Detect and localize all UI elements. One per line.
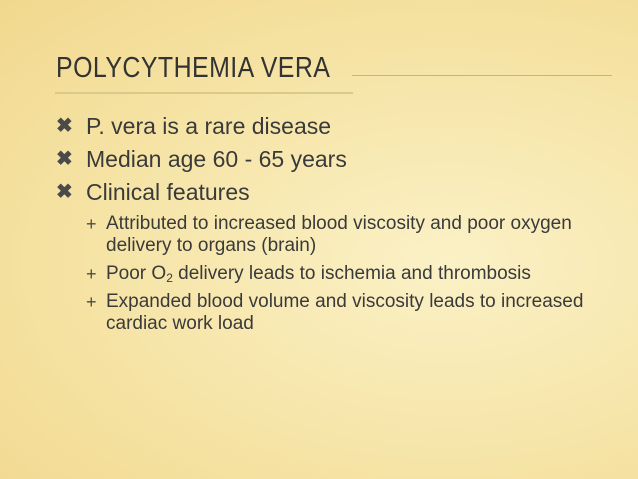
sub-bullet-item	[56, 263, 616, 285]
bullet-text: Clinical features	[86, 179, 250, 205]
title-divider	[352, 75, 612, 76]
sub-bullet-item	[56, 213, 616, 257]
plus-bullet-icon: +	[86, 292, 97, 312]
bullet-list	[56, 112, 616, 339]
x-bullet-icon: ✖	[56, 181, 73, 203]
subscript: 2	[166, 271, 173, 285]
sub-bullet-text: Attributed to increased blood viscosity and poor oxygen delivery to organs (brain)	[106, 213, 572, 256]
bullet-text: P. vera is a rare disease	[86, 113, 332, 139]
title-underline	[55, 92, 353, 94]
x-bullet-icon: ✖	[56, 148, 73, 170]
sub-bullet-text: Expanded blood volume and viscosity leads to increased cardiac work load	[106, 291, 584, 334]
plus-bullet-icon: +	[86, 264, 97, 284]
x-bullet-icon: ✖	[56, 115, 73, 137]
bullet-item	[56, 112, 616, 141]
bullet-item	[56, 145, 616, 174]
plus-bullet-icon: +	[86, 214, 97, 234]
sub-bullet-item	[56, 291, 616, 335]
bullet-text: Median age 60 - 65 years	[86, 146, 347, 172]
bullet-item	[56, 178, 616, 207]
slide-title: POLYCYTHEMIA VERA	[56, 52, 331, 84]
sub-bullet-text-after: delivery leads to ischemia and thrombosis	[172, 263, 531, 284]
sub-bullet-text-before: Poor O	[106, 263, 167, 284]
sub-bullet-text	[106, 263, 531, 284]
